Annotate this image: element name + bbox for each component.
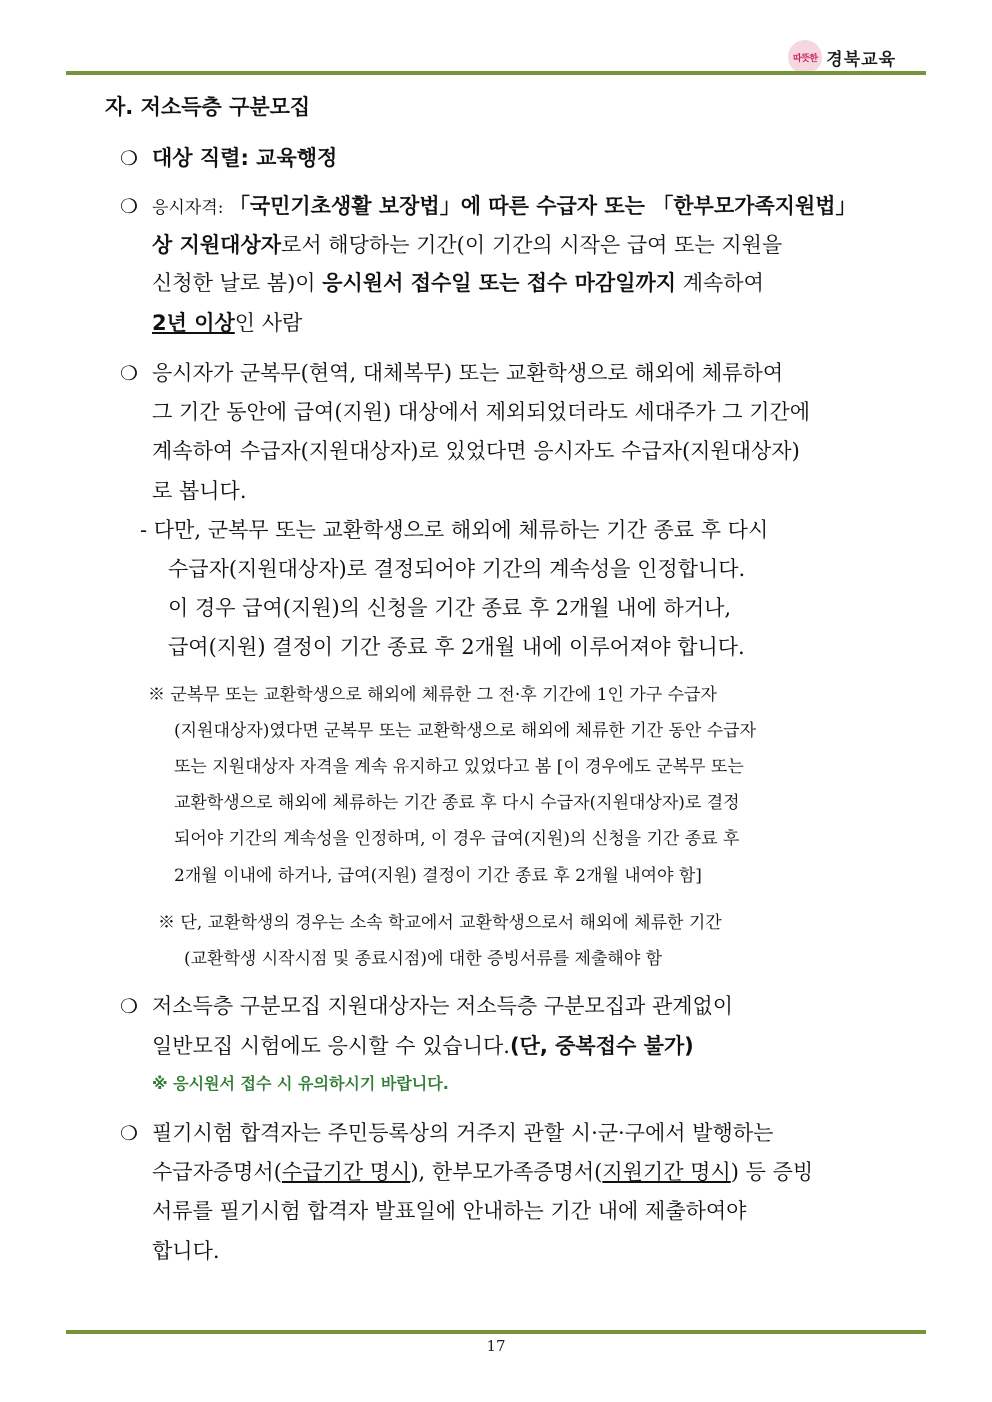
eligibility-bold-laws: 「국민기초생활 보장법」에 따른 수급자 또는 「한부모가족지원법」 bbox=[228, 194, 857, 218]
eligibility-bold-target: 상 지원대상자 bbox=[152, 233, 282, 257]
dual-line-1: 저소득층 구분모집 지원대상자는 저소득층 구분모집과 관계없이 bbox=[152, 994, 734, 1018]
military-dash-line: - 다만, 군복무 또는 교환학생으로 해외에 체류하는 기간 종료 후 다시 bbox=[140, 518, 769, 542]
eligibility-line-3 bbox=[152, 268, 896, 298]
documents-line-4: 합니다. bbox=[152, 1239, 220, 1263]
documents-text: ) 등 증빙 bbox=[730, 1160, 814, 1184]
bullet-icon: ❍ bbox=[120, 994, 138, 1018]
military-line: 로 봅니다. bbox=[152, 479, 247, 503]
military-line: 그 기간 동안에 급여(지원) 대상에서 제외되었더라도 세대주가 그 기간에 bbox=[152, 400, 811, 424]
documents-text: ), 한부모가족증명서( bbox=[410, 1160, 603, 1184]
note-line: 교환학생으로 해외에 체류하는 기간 종료 후 다시 수급자(지원대상자)로 결정 bbox=[174, 793, 740, 813]
note-line: 또는 지원대상자 자격을 계속 유지하고 있었다고 봄 [이 경우에도 군복무 또는 bbox=[174, 757, 744, 777]
eligibility-prefix: 응시자격: bbox=[152, 198, 229, 218]
military-dash-line: 수급자(지원대상자)로 결정되어야 기간의 계속성을 인정합니다. bbox=[168, 557, 746, 581]
military-line: 계속하여 수급자(지원대상자)로 있었다면 응시자도 수급자(지원대상자) bbox=[152, 439, 800, 463]
military-dash-line: 이 경우 급여(지원)의 신청을 기간 종료 후 2개월 내에 하거나, bbox=[168, 596, 732, 620]
footer-rule bbox=[66, 1330, 926, 1334]
bullet-icon: ❍ bbox=[120, 361, 138, 385]
logo-main-text: 경북교육 bbox=[826, 49, 896, 70]
page-number: 17 bbox=[486, 1337, 506, 1355]
documents-underlined: 수급기간 명시 bbox=[281, 1160, 411, 1184]
documents-underlined: 지원기간 명시 bbox=[602, 1160, 731, 1184]
note-line: (지원대상자)였다면 군복무 또는 교환학생으로 해외에 체류한 기간 동안 수급자 bbox=[174, 721, 756, 741]
eligibility-bold-deadline: 응시원서 접수일 또는 접수 마감일까지 bbox=[322, 271, 677, 295]
bullet-icon: ❍ bbox=[120, 146, 138, 170]
note-line: 되어야 기간의 계속성을 인정하며, 이 경우 급여(지원)의 신청을 기간 종료 후 bbox=[174, 829, 740, 849]
note-line: 2개월 이내에 하거나, 급여(지원) 결정이 기간 종료 후 2개월 내여야 함] bbox=[174, 866, 702, 886]
logo-small-text: 따뜻한 bbox=[793, 53, 818, 64]
logo-emblem bbox=[788, 40, 822, 74]
eligibility-text: 계속하여 bbox=[676, 271, 764, 295]
note-line: ※ 단, 교환학생의 경우는 소속 학교에서 교환학생으로서 해외에 체류한 기간 bbox=[158, 913, 722, 933]
eligibility-text: 신청한 날로 봄)이 bbox=[152, 271, 323, 295]
bullet-icon: ❍ bbox=[120, 1121, 138, 1145]
note-line: ※ 군복무 또는 교환학생으로 해외에 체류한 그 전·후 기간에 1인 가구 수급자 bbox=[148, 685, 717, 705]
section-title: 자. 저소득층 구분모집 bbox=[105, 95, 311, 119]
dual-caution-note: ※ 응시원서 접수 시 유의하시기 바랍니다. bbox=[152, 1074, 449, 1093]
documents-line-2 bbox=[152, 1157, 813, 1187]
eligibility-line-2 bbox=[152, 230, 896, 260]
documents-line-3: 서류를 필기시험 합격자 발표일에 안내하는 기간 내에 제출하여야 bbox=[152, 1199, 747, 1223]
bullet-icon: ❍ bbox=[120, 194, 138, 218]
documents-text: 수급자증명서( bbox=[152, 1160, 282, 1184]
eligibility-line-1 bbox=[152, 191, 896, 223]
eligibility-text: 로서 해당하는 기간(이 기간의 시작은 급여 또는 지원을 bbox=[281, 233, 783, 257]
dual-bold-note: (단, 중복접수 불가) bbox=[509, 1034, 694, 1058]
eligibility-line-4 bbox=[152, 308, 302, 338]
documents-line-1: 필기시험 합격자는 주민등록상의 거주지 관할 시·군·구에서 발행하는 bbox=[152, 1121, 774, 1145]
eligibility-text: 인 사람 bbox=[234, 311, 303, 335]
header-rule bbox=[66, 71, 926, 75]
note-line: (교환학생 시작시점 및 종료시점)에 대한 증빙서류를 제출해야 함 bbox=[184, 949, 663, 969]
target-label: 대상 직렬: 교육행정 bbox=[152, 146, 338, 170]
military-line: 응시자가 군복무(현역, 대체복무) 또는 교환학생으로 해외에 체류하여 bbox=[152, 361, 784, 385]
military-dash-line: 급여(지원) 결정이 기간 종료 후 2개월 내에 이루어져야 합니다. bbox=[168, 635, 745, 659]
header-logo bbox=[788, 40, 896, 74]
dual-text: 일반모집 시험에도 응시할 수 있습니다. bbox=[152, 1034, 510, 1058]
dual-line-2 bbox=[152, 1031, 694, 1061]
eligibility-bold-duration: 2년 이상 bbox=[152, 311, 235, 335]
